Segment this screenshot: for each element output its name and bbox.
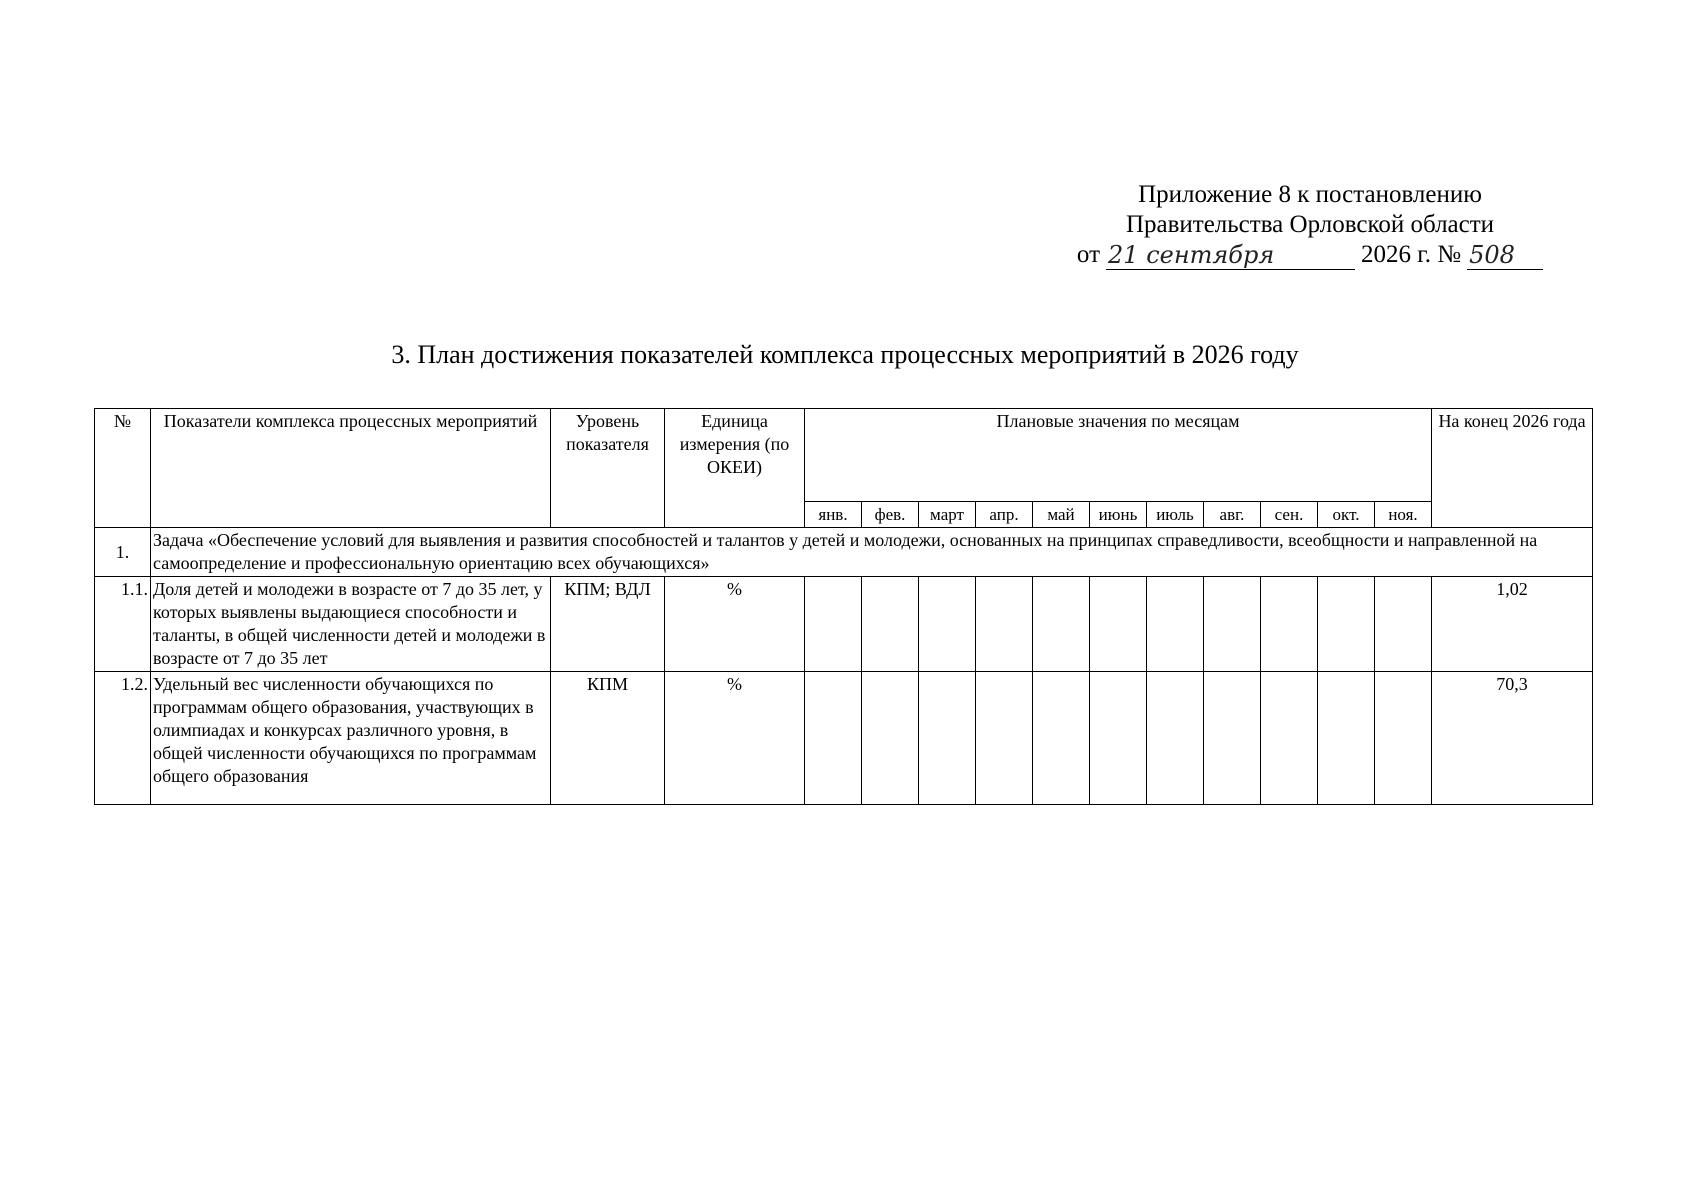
month-apr: апр. [976, 502, 1033, 528]
appendix-block [1060, 180, 1560, 270]
row-unit: % [665, 672, 805, 805]
month-value-cell [1261, 672, 1318, 805]
month-value-cell [1033, 672, 1090, 805]
row-num: 1.1. [95, 577, 151, 672]
header-end-of-year: На конец 2026 года [1432, 409, 1593, 528]
month-aug: авг. [1204, 502, 1261, 528]
row-indicator: Доля детей и молодежи в возрасте от 7 до 35 лет, у которых выявлены выдающиеся способности и таланты, в общей численности детей и молодежи в возрасте от 7 до 35 лет [151, 577, 551, 672]
appendix-line-2: Правительства Орловской области [1125, 211, 1495, 238]
month-sep: сен. [1261, 502, 1318, 528]
month-jun: июнь [1090, 502, 1147, 528]
row-unit: % [665, 577, 805, 672]
month-feb: фев. [862, 502, 919, 528]
month-value-cell [862, 672, 919, 805]
table-row [95, 577, 1593, 672]
month-value-cell [1375, 577, 1432, 672]
task-row [95, 528, 1593, 577]
header-level: Уровень показателя [551, 409, 665, 528]
month-value-cell [1090, 672, 1147, 805]
row-end-of-year: 70,3 [1432, 672, 1593, 805]
header-indicator: Показатели комплекса процессных мероприятий [151, 409, 551, 528]
month-value-cell [976, 577, 1033, 672]
from-label: от [1076, 241, 1101, 268]
month-value-cell [1090, 577, 1147, 672]
appendix-line-1: Приложение 8 к постановлению [1138, 181, 1482, 208]
month-value-cell [919, 577, 976, 672]
month-value-cell [919, 672, 976, 805]
page-title: 3. План достижения показателей комплекса процессных мероприятий в 2026 году [391, 340, 1299, 369]
handwritten-number: 508 [1469, 241, 1515, 269]
row-num: 1.2. [95, 672, 151, 805]
month-value-cell [1261, 577, 1318, 672]
year-label: 2026 г. № [1361, 241, 1462, 268]
header-unit: Единица измерения (по ОКЕИ) [665, 409, 805, 528]
row-level: КПМ; ВДЛ [551, 577, 665, 672]
month-jul: июль [1147, 502, 1204, 528]
row-indicator: Удельный вес численности обучающихся по программам общего образования, участвующих в олимпиадах и конкурсах различного уровня, в общей численности обучающихся по программам общего образования [151, 672, 551, 805]
row-level: КПМ [551, 672, 665, 805]
month-jan: янв. [805, 502, 862, 528]
task-text: Задача «Обеспечение условий для выявления и развития способностей и талантов у детей и молодежи, основанных на принципах справедливости, всеобщности и направленной на самоопределение и профессиональную ориентацию всех обучающихся» [151, 528, 1593, 577]
number-field [1467, 242, 1543, 270]
task-num: 1. [95, 528, 151, 577]
month-value-cell [1318, 577, 1375, 672]
handwritten-date: 21 сентября [1108, 241, 1275, 269]
month-value-cell [1375, 672, 1432, 805]
month-may: май [1033, 502, 1090, 528]
month-value-cell [805, 672, 862, 805]
month-value-cell [1204, 577, 1261, 672]
header-plan-by-month: Плановые значения по месяцам [805, 409, 1432, 502]
month-value-cell [1318, 672, 1375, 805]
table-row [95, 672, 1593, 805]
month-value-cell [862, 577, 919, 672]
month-value-cell [1204, 672, 1261, 805]
month-mar: март [919, 502, 976, 528]
date-field [1106, 242, 1355, 270]
table-header-row [95, 409, 1593, 502]
month-value-cell [1033, 577, 1090, 672]
month-value-cell [805, 577, 862, 672]
order-line [1060, 240, 1560, 270]
month-value-cell [976, 672, 1033, 805]
month-value-cell [1147, 672, 1204, 805]
header-num: № [95, 409, 151, 528]
row-end-of-year: 1,02 [1432, 577, 1593, 672]
plan-table [94, 408, 1593, 805]
month-value-cell [1147, 577, 1204, 672]
month-oct: окт. [1318, 502, 1375, 528]
month-nov: ноя. [1375, 502, 1432, 528]
